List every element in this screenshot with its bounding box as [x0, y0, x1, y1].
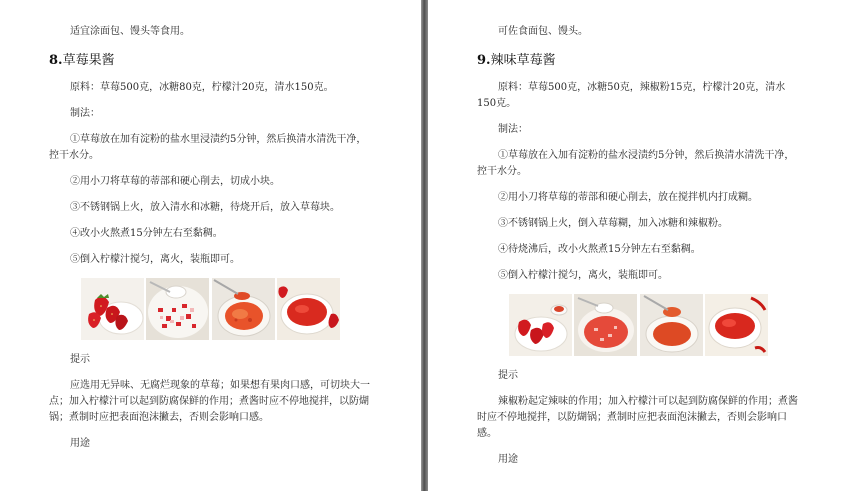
step-3: ③不锈钢锅上火，倒入草莓糊，加入冰糖和辣椒粉。: [498, 218, 728, 229]
left-page: [0, 0, 421, 491]
step-2: ②用小刀将草莓的蒂部和硬心削去，切成小块。: [70, 176, 280, 187]
recipe-title: 辣味草莓酱: [490, 53, 556, 68]
spicy-jam-spoon-photo: [640, 294, 703, 356]
step-3: ③不锈钢锅上火，放入清水和冰糖，待烧开后，放入草莓块。: [70, 202, 340, 213]
method-label: 制法：: [498, 124, 528, 135]
page-gutter: [421, 0, 428, 491]
step-1: ①草莓放在入加有淀粉的盐水浸渍约5分钟，然后换清水清洗干净，控干水分。: [477, 150, 795, 177]
diced-strawberry-photo: [146, 278, 209, 340]
use-label: 用途: [498, 454, 518, 465]
ingredients-line: 原料：草莓500克，冰糖80克，柠檬汁20克，清水150克。: [70, 82, 334, 93]
tip-text: 辣椒粉起定辣味的作用；加入柠檬汁可以起到防腐保鲜的作用；煮酱时应不停地搅拌，以防煳锅；煮制时应把表面泡沫撇去，否则会影响口感。: [477, 396, 798, 439]
strawberries-chili-photo: [509, 294, 572, 356]
stewing-jam-photo: [212, 278, 275, 340]
tip-label: 提示: [70, 354, 90, 365]
recipe-title: 草莓果酱: [62, 53, 115, 68]
step-5: ⑤倒入柠檬汁搅匀，离火，装瓶即可。: [498, 270, 668, 281]
recipe-heading: [49, 52, 115, 70]
use-label: 用途: [70, 438, 90, 449]
tip-label: 提示: [498, 370, 518, 381]
right-page: [428, 0, 852, 491]
method-label: 制法：: [70, 108, 100, 119]
step-2: ②用小刀将草莓的蒂部和硬心削去，放在搅拌机内打成糊。: [498, 192, 758, 203]
recipe-number: 9.: [477, 53, 491, 68]
strawberries-photo: [81, 278, 144, 340]
step-5: ⑤倒入柠檬汁搅匀，离火，装瓶即可。: [70, 254, 240, 265]
recipe-heading: [477, 52, 556, 70]
spicy-jam-bowl-photo: [705, 294, 768, 356]
ingredients-line: 原料：草莓500克，冰糖50克，辣椒粉15克，柠檬汁20克，清水150克。: [477, 82, 786, 109]
step-1: ①草莓放在加有淀粉的盐水里浸渍约5分钟，然后换清水清洗干净，控干水分。: [49, 134, 367, 161]
intro-line: 适宜涂面包、馒头等食用。: [70, 26, 190, 37]
tip-text: 应选用无异味、无腐烂现象的草莓；如果想有果肉口感，可切块大一点；加入柠檬汁可以起到防腐保鲜的作用；煮酱时应不停地搅拌，以防煳锅；煮制时应把表面泡沫撇去，否则会影响口感。: [49, 380, 370, 423]
step-4: ④改小火熬煮15分钟左右至黏稠。: [70, 228, 223, 239]
intro-line: 可佐食面包、馒头。: [498, 26, 588, 37]
step-4: ④待烧沸后，改小火熬煮15分钟左右至黏稠。: [498, 244, 701, 255]
recipe-number: 8.: [49, 53, 63, 68]
finished-jam-photo: [277, 278, 340, 340]
strawberry-puree-photo: [574, 294, 637, 356]
